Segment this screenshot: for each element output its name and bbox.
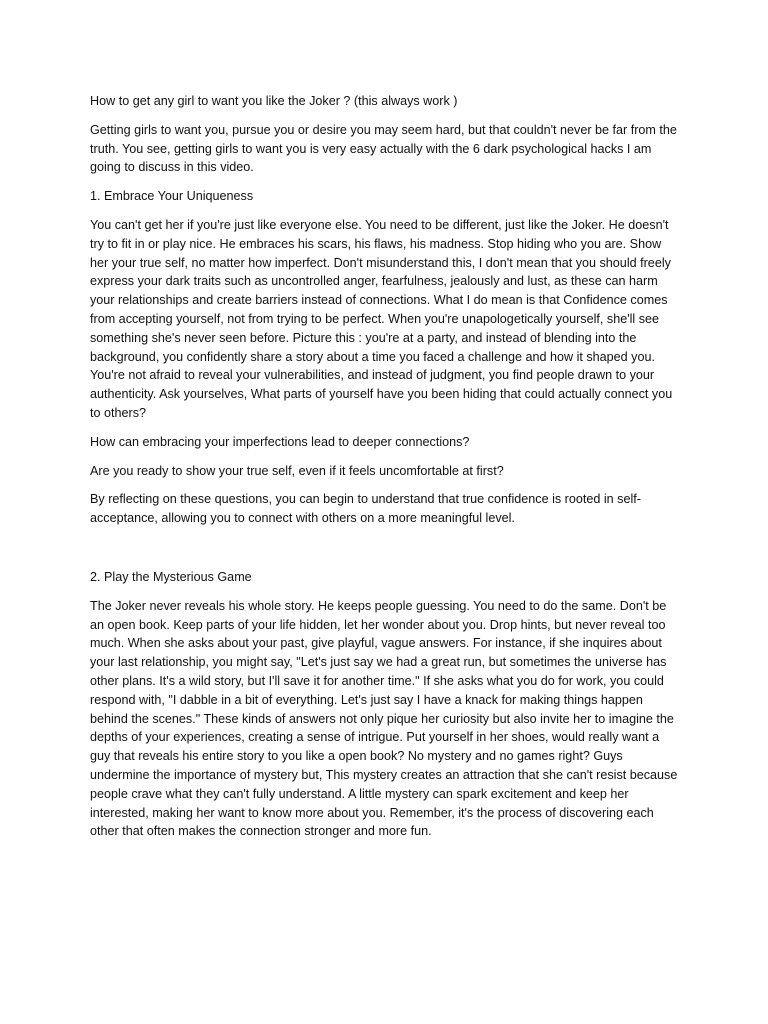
section-spacer [90,538,680,568]
section1-question-2: Are you ready to show your true self, even if it feels uncomfortable at first? [90,463,504,478]
section2-heading: 2. Play the Mysterious Game [90,569,252,584]
section1-question-1: How can embracing your imperfections lead to deeper connections? [90,434,470,449]
intro-paragraph: Getting girls to want you, pursue you or desire you may seem hard, but that couldn't never be far from the truth. You see, getting girls to want you is very easy actually with the 6 dark psychological hacks I am going to discuss in this video. [90,122,677,175]
section2-body: The Joker never reveals his whole story. He keeps people guessing. You need to do the same. Don't be an open book. Keep parts of your life hidden, let her wonder about you. Drop hints, but never reveal too much. When she asks about your past, give playful, vague answers. For instance, if she inquires about your last relationship, you might say, "Let's just say we had a great run, but sometimes the universe has other plans. It's a wild story, but I'll save it for another time." If she asks what you do for work, you could respond with, "I dabble in a bit of everything. Let's just say I have a knack for making things happen behind the scenes." These kinds of answers not only pique her curiosity but also invite her to imagine the depths of your experiences, creating a sense of intrigue. Put yourself in her shoes, would really want a guy that reveals his entire story to you like a open book? No mystery and no games right? Guys undermine the importance of mystery but, This mystery creates an attraction that she can't resist because people crave what they can't fully understand. A little mystery can spark excitement and keep her interested, making her want to know more about you. Remember, it's the process of discovering each other that often makes the connection stronger and more fun. [90,598,678,839]
section1-reflection: By reflecting on these questions, you can begin to understand that true confidence is rooted in self-acceptance, allowing you to connect with others on a more meaningful level. [90,492,641,526]
document-page [90,92,680,851]
section1-heading: 1. Embrace Your Uniqueness [90,189,254,204]
section1-body: You can't get her if you're just like everyone else. You need to be different, just like the Joker. He doesn't try to fit in or play nice. He embraces his scars, his flaws, his madness. Stop hiding who you are. Show her your true self, no matter how imperfect. Don't misunderstand this, I don't mean that you should freely express your dark traits such as uncontrolled anger, fearfulness, jealously and lust, as these can harm your relationships and create barriers instead of connections. What I do mean is that Confidence comes from accepting yourself, not from trying to be perfect. When you're unapologetically yourself, she'll see something she's never seen before. Picture this : you're at a party, and instead of blending into the background, you confidently share a story about a time you faced a challenge and how it shaped you. You're not afraid to reveal your vulnerabilities, and instead of judgment, you find people drawn to your authenticity. Ask yourselves, What parts of yourself have you been hiding that could actually connect you to others? [90,217,673,420]
document-title: How to get any girl to want you like the Joker ? (this always work ) [90,94,458,108]
